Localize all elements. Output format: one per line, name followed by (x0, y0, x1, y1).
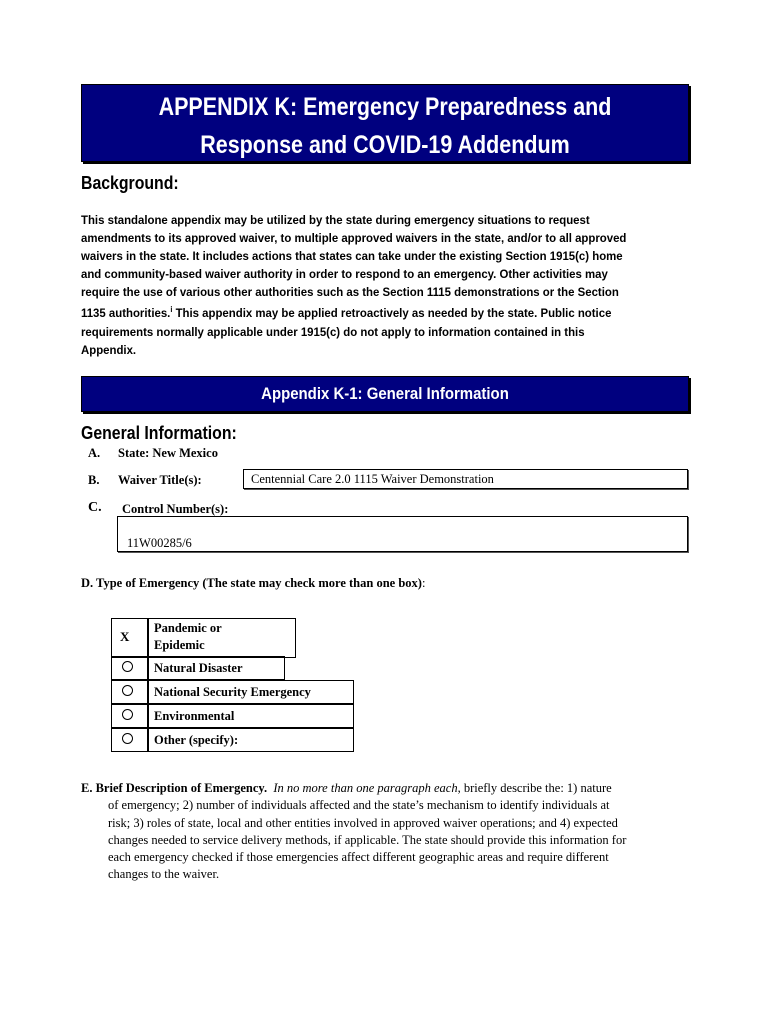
brief-description-line-6: changes to the waiver. (108, 867, 220, 882)
brief-description-line-3: risk; 3) roles of state, local and other entities involved in approved waiver operations; and 4) expected (108, 815, 618, 830)
section-k1-title: Appendix K-1: General Information (261, 384, 509, 403)
background-line-6 (81, 301, 670, 322)
other-label: Other (specify): (154, 733, 239, 747)
brief-description-line-2: of emergency; 2) number of individuals affected and the state’s mechanism to identify individuals at (108, 798, 610, 813)
background-line-7: requirements normally applicable under 1915(c) do not apply to information contained in this (81, 324, 585, 339)
background-heading: Background: (81, 173, 179, 193)
waiver-title-value: Centennial Care 2.0 1115 Waiver Demonstration (251, 472, 494, 486)
waiver-title-row (88, 473, 202, 488)
other-radio-icon (122, 733, 133, 744)
section-k1-banner (81, 376, 689, 412)
national-security-radio-icon (122, 685, 133, 696)
background-line-6-pre: 1135 authorities. (81, 306, 171, 321)
national-security-checkbox[interactable] (111, 680, 149, 704)
emergency-type-colon: : (421, 576, 426, 590)
state-text: State: New Mexico (118, 446, 218, 460)
natural-disaster-checkbox[interactable] (111, 656, 149, 680)
waiver-title-letter: B. (88, 473, 100, 487)
brief-description-italic: In no more than one paragraph each (273, 781, 458, 795)
waiver-title-field[interactable] (243, 469, 688, 489)
pandemic-label-line-2: Epidemic (154, 638, 205, 652)
brief-description-line-1 (81, 780, 701, 797)
pandemic-check-mark: X (120, 629, 130, 644)
national-security-label: National Security Emergency (154, 685, 311, 699)
background-line-4: and community-based waiver authority in order to respond to an emergency. Other activities may (81, 267, 608, 282)
brief-description-line-4: changes needed to service delivery methods, if applicable. The state should provide this information for (108, 832, 627, 847)
background-line-5: require the use of various other authorities such as the Section 1115 demonstrations or the Section (81, 285, 619, 300)
control-number-value: 11W00285/6 (127, 536, 192, 550)
waiver-title-label: Waiver Title(s): (118, 473, 202, 487)
background-line-2: amendments to its approved waiver, to multiple approved waivers in the state, and/or to all approved (81, 231, 627, 246)
state-letter: A. (88, 446, 101, 460)
pandemic-label-line-1: Pandemic or (154, 621, 222, 635)
brief-description-lead: E. Brief Description of Emergency. (81, 781, 268, 795)
appendix-title-banner (81, 84, 689, 162)
environmental-radio-icon (122, 709, 133, 720)
control-number-label: Control Number(s): (122, 502, 229, 516)
background-line-3: waivers in the state. It includes actions that states can take under the existing Section 1915(c) home (81, 249, 623, 264)
emergency-type-label (81, 576, 425, 591)
pandemic-checkbox[interactable] (111, 618, 149, 658)
background-paragraph (81, 211, 670, 359)
brief-description-paragraph (81, 780, 701, 884)
other-checkbox[interactable] (111, 728, 149, 752)
natural-disaster-radio-icon (122, 661, 133, 672)
brief-description-rest: , briefly describe the: 1) nature (457, 781, 612, 795)
environmental-label: Environmental (154, 709, 235, 723)
control-number-field[interactable] (117, 516, 688, 552)
control-number-letter: C. (88, 500, 102, 515)
appendix-title-line-1: APPENDIX K: Emergency Preparedness and (158, 93, 612, 121)
general-info-heading: General Information: (81, 423, 237, 443)
brief-description-line-5: each emergency checked if those emergencies affect different geographic areas and require different (108, 850, 609, 865)
background-line-1: This standalone appendix may be utilized by the state during emergency situations to request (81, 213, 590, 227)
natural-disaster-label: Natural Disaster (154, 661, 243, 675)
emergency-type-text: D. Type of Emergency (The state may check more than one box) (81, 576, 422, 590)
background-line-8: Appendix. (81, 342, 137, 357)
footnote-marker[interactable]: i (170, 305, 173, 315)
environmental-checkbox[interactable] (111, 704, 149, 728)
appendix-title-line-2: Response and COVID-19 Addendum (200, 131, 570, 159)
background-line-6-post: This appendix may be applied retroactively as needed by the state. Public notice (172, 306, 612, 321)
state-row (88, 446, 218, 461)
